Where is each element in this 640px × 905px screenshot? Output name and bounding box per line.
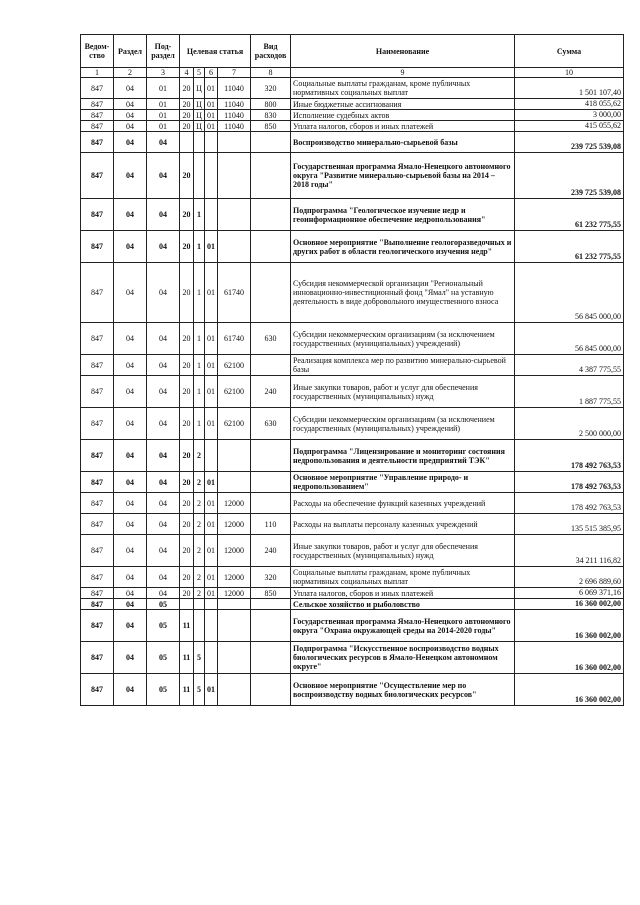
cell-code: 04 xyxy=(147,355,180,376)
cell-code xyxy=(251,132,291,153)
cell-code: 1 xyxy=(194,376,205,408)
cell-code: 11 xyxy=(180,674,194,706)
cell-sum: 56 845 000,00 xyxy=(515,323,624,355)
cell-code: 04 xyxy=(114,153,147,199)
cell-name: Субсидия некоммерческой организации "Региональный инновационно-инвестиционный фонд "Ямал" на уставную деятельность в виде добровольного имущественного взноса xyxy=(291,263,515,323)
cell-code: 04 xyxy=(147,514,180,535)
table-row xyxy=(81,472,624,493)
cell-code xyxy=(251,674,291,706)
cell-code: 05 xyxy=(147,610,180,642)
cell-code: 05 xyxy=(147,642,180,674)
cell-code: 847 xyxy=(81,132,114,153)
cell-name: Уплата налогов, сборов и иных платежей xyxy=(291,121,515,132)
col-number: 4 xyxy=(180,68,194,78)
cell-name: Подпрограмма "Искусственное воспроизводство водных биологических ресурсов в Ямало-Ненецком автономном округе" xyxy=(291,642,515,674)
cell-code: 12000 xyxy=(218,588,251,599)
cell-name: Социальные выплаты гражданам, кроме публичных нормативных социальных выплат xyxy=(291,78,515,99)
cell-code: 04 xyxy=(114,263,147,323)
cell-code: 847 xyxy=(81,355,114,376)
cell-code: 2 xyxy=(194,472,205,493)
cell-code: 20 xyxy=(180,514,194,535)
cell-sum: 178 492 763,53 xyxy=(515,493,624,514)
header-razdel: Раздел xyxy=(114,35,147,68)
cell-name: Расходы на обеспечение функций казенных учреждений xyxy=(291,493,515,514)
cell-code: 800 xyxy=(251,99,291,110)
cell-code: 04 xyxy=(114,78,147,99)
cell-code: 04 xyxy=(114,199,147,231)
cell-code: 04 xyxy=(147,132,180,153)
cell-code: 847 xyxy=(81,99,114,110)
cell-sum: 6 069 371,16 xyxy=(515,588,624,599)
cell-code xyxy=(218,610,251,642)
cell-code: 20 xyxy=(180,99,194,110)
cell-name: Иные закупки товаров, работ и услуг для обеспечения государственных (муниципальных) нужд xyxy=(291,535,515,567)
cell-sum: 56 845 000,00 xyxy=(515,263,624,323)
cell-code: 20 xyxy=(180,199,194,231)
cell-code xyxy=(251,610,291,642)
cell-code xyxy=(205,642,218,674)
cell-name: Иные бюджетные ассигнования xyxy=(291,99,515,110)
col-number: 8 xyxy=(251,68,291,78)
cell-sum: 415 055,62 xyxy=(515,121,624,132)
cell-code xyxy=(205,610,218,642)
cell-code: 1 xyxy=(194,199,205,231)
cell-code xyxy=(218,199,251,231)
cell-code: 830 xyxy=(251,110,291,121)
table-row xyxy=(81,121,624,132)
cell-code: 320 xyxy=(251,78,291,99)
cell-code xyxy=(205,199,218,231)
cell-code: 847 xyxy=(81,440,114,472)
cell-code xyxy=(205,599,218,610)
cell-code: 04 xyxy=(114,472,147,493)
cell-code: 01 xyxy=(205,231,218,263)
cell-code: 62100 xyxy=(218,376,251,408)
cell-sum: 2 500 000,00 xyxy=(515,408,624,440)
header-target-article: Целевая статья xyxy=(180,35,251,68)
cell-code: 04 xyxy=(147,588,180,599)
cell-code: 01 xyxy=(147,99,180,110)
table-row xyxy=(81,588,624,599)
cell-code: 847 xyxy=(81,408,114,440)
cell-code xyxy=(194,132,205,153)
cell-code: 11 xyxy=(180,610,194,642)
cell-sum: 239 725 539,08 xyxy=(515,153,624,199)
cell-code: 12000 xyxy=(218,567,251,588)
cell-code: 01 xyxy=(205,121,218,132)
cell-code: 20 xyxy=(180,78,194,99)
cell-code: 2 xyxy=(194,493,205,514)
cell-code: 1 xyxy=(194,231,205,263)
cell-code: 110 xyxy=(251,514,291,535)
cell-name: Реализация комплекса мер по развитию минерально-сырьевой базы xyxy=(291,355,515,376)
cell-code: 04 xyxy=(147,493,180,514)
table-row xyxy=(81,355,624,376)
cell-code xyxy=(205,440,218,472)
table-row xyxy=(81,514,624,535)
cell-code: 04 xyxy=(114,599,147,610)
cell-code xyxy=(251,263,291,323)
table-row xyxy=(81,535,624,567)
cell-code: 04 xyxy=(114,110,147,121)
col-number: 7 xyxy=(218,68,251,78)
table-row xyxy=(81,674,624,706)
cell-code: 62100 xyxy=(218,408,251,440)
col-number: 6 xyxy=(205,68,218,78)
cell-code: 20 xyxy=(180,567,194,588)
cell-name: Субсидии некоммерческим организациям (за исключением государственных (муниципальных) учреждений) xyxy=(291,323,515,355)
cell-code: 630 xyxy=(251,408,291,440)
cell-code: 01 xyxy=(147,78,180,99)
cell-code: 12000 xyxy=(218,514,251,535)
cell-code: 11040 xyxy=(218,110,251,121)
cell-sum: 16 360 002,00 xyxy=(515,599,624,610)
cell-code: 847 xyxy=(81,199,114,231)
cell-code: 01 xyxy=(205,408,218,440)
cell-code xyxy=(218,132,251,153)
cell-code xyxy=(218,674,251,706)
cell-sum: 418 055,62 xyxy=(515,99,624,110)
cell-code: 847 xyxy=(81,121,114,132)
cell-sum: 16 360 002,00 xyxy=(515,642,624,674)
cell-code: 20 xyxy=(180,493,194,514)
cell-code: 1 xyxy=(194,323,205,355)
cell-code: 62100 xyxy=(218,355,251,376)
cell-code: 847 xyxy=(81,323,114,355)
cell-code: 04 xyxy=(114,514,147,535)
cell-code: 01 xyxy=(205,514,218,535)
cell-name: Социальные выплаты гражданам, кроме публичных нормативных социальных выплат xyxy=(291,567,515,588)
cell-code: 847 xyxy=(81,599,114,610)
col-number: 3 xyxy=(147,68,180,78)
cell-code: 12000 xyxy=(218,493,251,514)
table-row xyxy=(81,231,624,263)
cell-code: 01 xyxy=(205,567,218,588)
cell-name: Подпрограмма "Геологическое изучение недр и геоинформационное обеспечение недропользования" xyxy=(291,199,515,231)
cell-code: 04 xyxy=(147,263,180,323)
col-number: 5 xyxy=(194,68,205,78)
cell-sum: 3 000,00 xyxy=(515,110,624,121)
cell-code: 847 xyxy=(81,493,114,514)
cell-name: Исполнение судебных актов xyxy=(291,110,515,121)
cell-code xyxy=(218,231,251,263)
cell-code: 2 xyxy=(194,588,205,599)
cell-code: 20 xyxy=(180,121,194,132)
cell-code xyxy=(251,440,291,472)
table-row xyxy=(81,99,624,110)
cell-code: 04 xyxy=(147,199,180,231)
cell-code: 847 xyxy=(81,110,114,121)
cell-code: 01 xyxy=(147,110,180,121)
table-row xyxy=(81,323,624,355)
cell-code: 04 xyxy=(114,99,147,110)
cell-code: 11 xyxy=(180,642,194,674)
cell-code: 20 xyxy=(180,472,194,493)
cell-name: Уплата налогов, сборов и иных платежей xyxy=(291,588,515,599)
cell-code: 20 xyxy=(180,263,194,323)
cell-code: 01 xyxy=(205,674,218,706)
cell-code: 01 xyxy=(205,78,218,99)
cell-code: 847 xyxy=(81,642,114,674)
cell-code: 847 xyxy=(81,263,114,323)
cell-code xyxy=(218,153,251,199)
cell-code: 320 xyxy=(251,567,291,588)
cell-code: 01 xyxy=(147,121,180,132)
cell-code: 05 xyxy=(147,599,180,610)
cell-code: 2 xyxy=(194,535,205,567)
cell-code: 04 xyxy=(147,323,180,355)
cell-code: 04 xyxy=(114,408,147,440)
cell-name: Государственная программа Ямало-Ненецкого автономного округа "Охрана окружающей среды на 2014-2020 годы" xyxy=(291,610,515,642)
cell-code: Ц xyxy=(194,110,205,121)
cell-name: Субсидии некоммерческим организациям (за исключением государственных (муниципальных) учреждений) xyxy=(291,408,515,440)
cell-code: 20 xyxy=(180,408,194,440)
cell-name: Иные закупки товаров, работ и услуг для обеспечения государственных (муниципальных) нужд xyxy=(291,376,515,408)
cell-code: 847 xyxy=(81,610,114,642)
cell-code: 04 xyxy=(114,355,147,376)
cell-code: Ц xyxy=(194,78,205,99)
table-row xyxy=(81,376,624,408)
cell-sum: 178 492 763,53 xyxy=(515,472,624,493)
cell-code: 04 xyxy=(147,408,180,440)
table-row xyxy=(81,110,624,121)
cell-code xyxy=(218,472,251,493)
cell-code: Ц xyxy=(194,121,205,132)
cell-code: 1 xyxy=(194,355,205,376)
cell-name: Основное мероприятие "Осуществление мер по воспроизводству водных биологических ресурсов" xyxy=(291,674,515,706)
cell-code: 01 xyxy=(205,355,218,376)
cell-code xyxy=(194,153,205,199)
cell-sum: 239 725 539,08 xyxy=(515,132,624,153)
cell-code xyxy=(251,153,291,199)
table-row xyxy=(81,440,624,472)
cell-name: Расходы на выплаты персоналу казенных учреждений xyxy=(291,514,515,535)
cell-code: 04 xyxy=(114,132,147,153)
cell-code: 847 xyxy=(81,153,114,199)
cell-code: 20 xyxy=(180,355,194,376)
cell-code: 04 xyxy=(114,610,147,642)
cell-code: Ц xyxy=(194,99,205,110)
cell-sum: 135 515 385,95 xyxy=(515,514,624,535)
cell-code: 04 xyxy=(114,567,147,588)
cell-name: Основное мероприятие "Выполнение геологоразведочных и других работ в области геологического изучения недр" xyxy=(291,231,515,263)
cell-code xyxy=(251,199,291,231)
cell-code: 20 xyxy=(180,440,194,472)
column-number-row xyxy=(81,68,624,78)
cell-code xyxy=(218,440,251,472)
cell-code: 01 xyxy=(205,323,218,355)
cell-sum: 16 360 002,00 xyxy=(515,610,624,642)
cell-code: 11040 xyxy=(218,99,251,110)
cell-sum: 1 501 107,40 xyxy=(515,78,624,99)
cell-code: 01 xyxy=(205,493,218,514)
cell-code: 04 xyxy=(147,376,180,408)
col-number: 10 xyxy=(515,68,624,78)
cell-code: 847 xyxy=(81,674,114,706)
table-row xyxy=(81,493,624,514)
cell-code: 240 xyxy=(251,535,291,567)
cell-code: 01 xyxy=(205,535,218,567)
col-number: 2 xyxy=(114,68,147,78)
cell-code: 05 xyxy=(147,674,180,706)
cell-code: 1 xyxy=(194,263,205,323)
cell-code: 11040 xyxy=(218,78,251,99)
table-row xyxy=(81,567,624,588)
cell-code: 847 xyxy=(81,472,114,493)
cell-code: 12000 xyxy=(218,535,251,567)
cell-name: Сельское хозяйство и рыболовство xyxy=(291,599,515,610)
cell-code xyxy=(251,642,291,674)
cell-code: 2 xyxy=(194,440,205,472)
table-row xyxy=(81,263,624,323)
cell-code xyxy=(180,132,194,153)
cell-code: 04 xyxy=(114,323,147,355)
cell-code: 04 xyxy=(114,440,147,472)
cell-code: 20 xyxy=(180,376,194,408)
cell-code xyxy=(251,472,291,493)
cell-code xyxy=(180,599,194,610)
cell-sum: 61 232 775,55 xyxy=(515,199,624,231)
cell-code: 20 xyxy=(180,323,194,355)
budget-table-sheet xyxy=(80,34,623,706)
cell-code: 847 xyxy=(81,567,114,588)
cell-sum: 4 387 775,55 xyxy=(515,355,624,376)
cell-code: 20 xyxy=(180,588,194,599)
cell-code: 5 xyxy=(194,674,205,706)
cell-name: Основное мероприятие "Управление природо- и недропользованием" xyxy=(291,472,515,493)
cell-code: 2 xyxy=(194,514,205,535)
cell-code: 01 xyxy=(205,99,218,110)
cell-code: 04 xyxy=(147,567,180,588)
table-row xyxy=(81,199,624,231)
cell-code: 61740 xyxy=(218,323,251,355)
cell-code xyxy=(251,493,291,514)
cell-code: 04 xyxy=(114,121,147,132)
cell-code xyxy=(218,642,251,674)
cell-sum: 16 360 002,00 xyxy=(515,674,624,706)
cell-code: 240 xyxy=(251,376,291,408)
header-sum: Сумма xyxy=(515,35,624,68)
cell-code: 04 xyxy=(114,674,147,706)
header-vedomstvo: Ведом-ство xyxy=(81,35,114,68)
cell-code: 01 xyxy=(205,588,218,599)
cell-code: 2 xyxy=(194,567,205,588)
cell-code: 11040 xyxy=(218,121,251,132)
table-row xyxy=(81,599,624,610)
col-number: 9 xyxy=(291,68,515,78)
table-row xyxy=(81,610,624,642)
cell-code: 01 xyxy=(205,376,218,408)
cell-code: 04 xyxy=(114,642,147,674)
header-podrazdel: Под-раздел xyxy=(147,35,180,68)
table-row xyxy=(81,78,624,99)
cell-code: 04 xyxy=(114,588,147,599)
cell-name: Воспроизводство минерально-сырьевой базы xyxy=(291,132,515,153)
cell-sum: 34 211 116,82 xyxy=(515,535,624,567)
cell-code: 20 xyxy=(180,535,194,567)
cell-code: 850 xyxy=(251,121,291,132)
cell-code: 61740 xyxy=(218,263,251,323)
cell-code xyxy=(205,153,218,199)
cell-code: 04 xyxy=(147,231,180,263)
cell-name: Государственная программа Ямало-Ненецкого автономного округа "Развитие минерально-сырьевой базы на 2014 – 2018 годы" xyxy=(291,153,515,199)
budget-table xyxy=(80,34,624,706)
cell-sum: 61 232 775,55 xyxy=(515,231,624,263)
cell-code: 20 xyxy=(180,231,194,263)
cell-code xyxy=(218,599,251,610)
cell-code: 04 xyxy=(114,493,147,514)
header-name: Наименование xyxy=(291,35,515,68)
cell-code xyxy=(251,355,291,376)
cell-code: 847 xyxy=(81,535,114,567)
table-row xyxy=(81,408,624,440)
cell-code: 04 xyxy=(114,535,147,567)
cell-sum: 178 492 763,53 xyxy=(515,440,624,472)
cell-code: 5 xyxy=(194,642,205,674)
cell-code: 847 xyxy=(81,78,114,99)
cell-code: 04 xyxy=(114,376,147,408)
cell-code: 1 xyxy=(194,408,205,440)
cell-code: 847 xyxy=(81,588,114,599)
cell-code: 20 xyxy=(180,110,194,121)
cell-code: 04 xyxy=(147,440,180,472)
cell-code: 847 xyxy=(81,376,114,408)
cell-code xyxy=(194,599,205,610)
cell-code: 04 xyxy=(147,153,180,199)
cell-code xyxy=(194,610,205,642)
cell-name: Подпрограмма "Лицензирование и мониторинг состояния недропользования и деятельности предприятий ТЭК" xyxy=(291,440,515,472)
table-row xyxy=(81,153,624,199)
header-expense-type: Вид расходов xyxy=(251,35,291,68)
cell-code: 01 xyxy=(205,110,218,121)
cell-code: 04 xyxy=(147,535,180,567)
cell-code: 01 xyxy=(205,472,218,493)
cell-code xyxy=(251,599,291,610)
cell-code: 847 xyxy=(81,231,114,263)
cell-sum: 1 887 775,55 xyxy=(515,376,624,408)
col-number: 1 xyxy=(81,68,114,78)
cell-code xyxy=(251,231,291,263)
cell-code: 04 xyxy=(147,472,180,493)
cell-sum: 2 696 889,60 xyxy=(515,567,624,588)
header-row xyxy=(81,35,624,68)
table-row xyxy=(81,132,624,153)
cell-code: 01 xyxy=(205,263,218,323)
cell-code: 20 xyxy=(180,153,194,199)
cell-code: 630 xyxy=(251,323,291,355)
table-row xyxy=(81,642,624,674)
cell-code: 847 xyxy=(81,514,114,535)
cell-code xyxy=(205,132,218,153)
cell-code: 04 xyxy=(114,231,147,263)
cell-code: 850 xyxy=(251,588,291,599)
